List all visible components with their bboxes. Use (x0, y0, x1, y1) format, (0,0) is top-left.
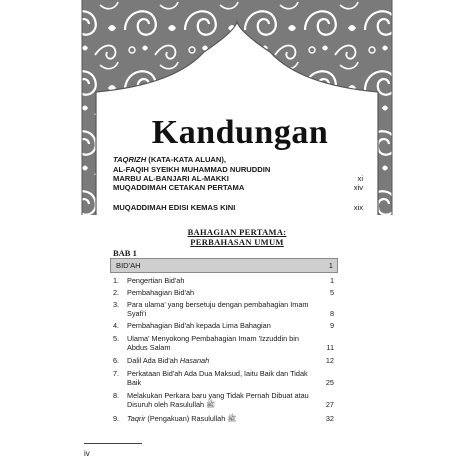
toc-item: 5. Ulama' Menyokong Pembahagian Imam 'Izzuddin bin Abdus Salam 11 (113, 334, 334, 352)
toc-entry-taqrizh (113, 155, 363, 184)
page-folio: iv (84, 449, 90, 458)
chapter-label: BAB 1 (113, 248, 137, 258)
toc-entry-title: MUQADDIMAH CETAKAN PERTAMA (113, 183, 245, 192)
toc-item: 8. Melakukan Perkara baru yang Tidak Pernah Dibuat atau Disuruh oleh Rasulullah ﷺ 27 (113, 391, 334, 409)
toc-page-number: xix (353, 203, 363, 212)
toc-entry-muqaddimah-edisi (113, 203, 363, 213)
chapter-page-number: 1 (328, 261, 333, 270)
toc-item: 2. Pembahagian Bid'ah 5 (113, 288, 334, 297)
toc-item: 7. Perkataan Bid'ah Ada Dua Maksud, Iaitu Baik dan Tidak Baik 25 (113, 369, 334, 387)
toc-item: 6. Dalil Ada Bid'ah Hasanah 12 (113, 356, 334, 365)
toc-item: 9. Taqrir (Pengakuan) Rasulullah ﷺ 32 (113, 414, 334, 423)
toc-item: 4. Pembahagian Bid'ah kepada Lima Bahagian 9 (113, 321, 334, 330)
toc-item: 3. Para ulama' yang bersetuju dengan pembahagian Imam Syafi'i 8 (113, 300, 334, 318)
footer-rule (84, 443, 142, 444)
toc-entry-title: MUQADDIMAH EDISI KEMAS KINI (113, 203, 236, 212)
toc-item: 1. Pengertian Bid'ah 1 (113, 276, 334, 285)
page-title: Kandungan (151, 114, 329, 151)
toc-page-number: xi (357, 174, 363, 183)
toc-page-number: xiv (353, 183, 363, 192)
chapter-title-bar (110, 258, 338, 273)
toc-entry-title: TAQRIZH (KATA-KATA ALUAN), AL-FAQIH SYEIKH MUHAMMAD NURUDDIN MARBU AL-BANJARI AL-MAKKI (113, 155, 271, 183)
part-heading: BAHAGIAN PERTAMA: PERBAHASAN UMUM (187, 227, 287, 247)
chapter-title: BID'AH (116, 261, 141, 270)
toc-entry-muqaddimah-cetakan (113, 183, 363, 193)
